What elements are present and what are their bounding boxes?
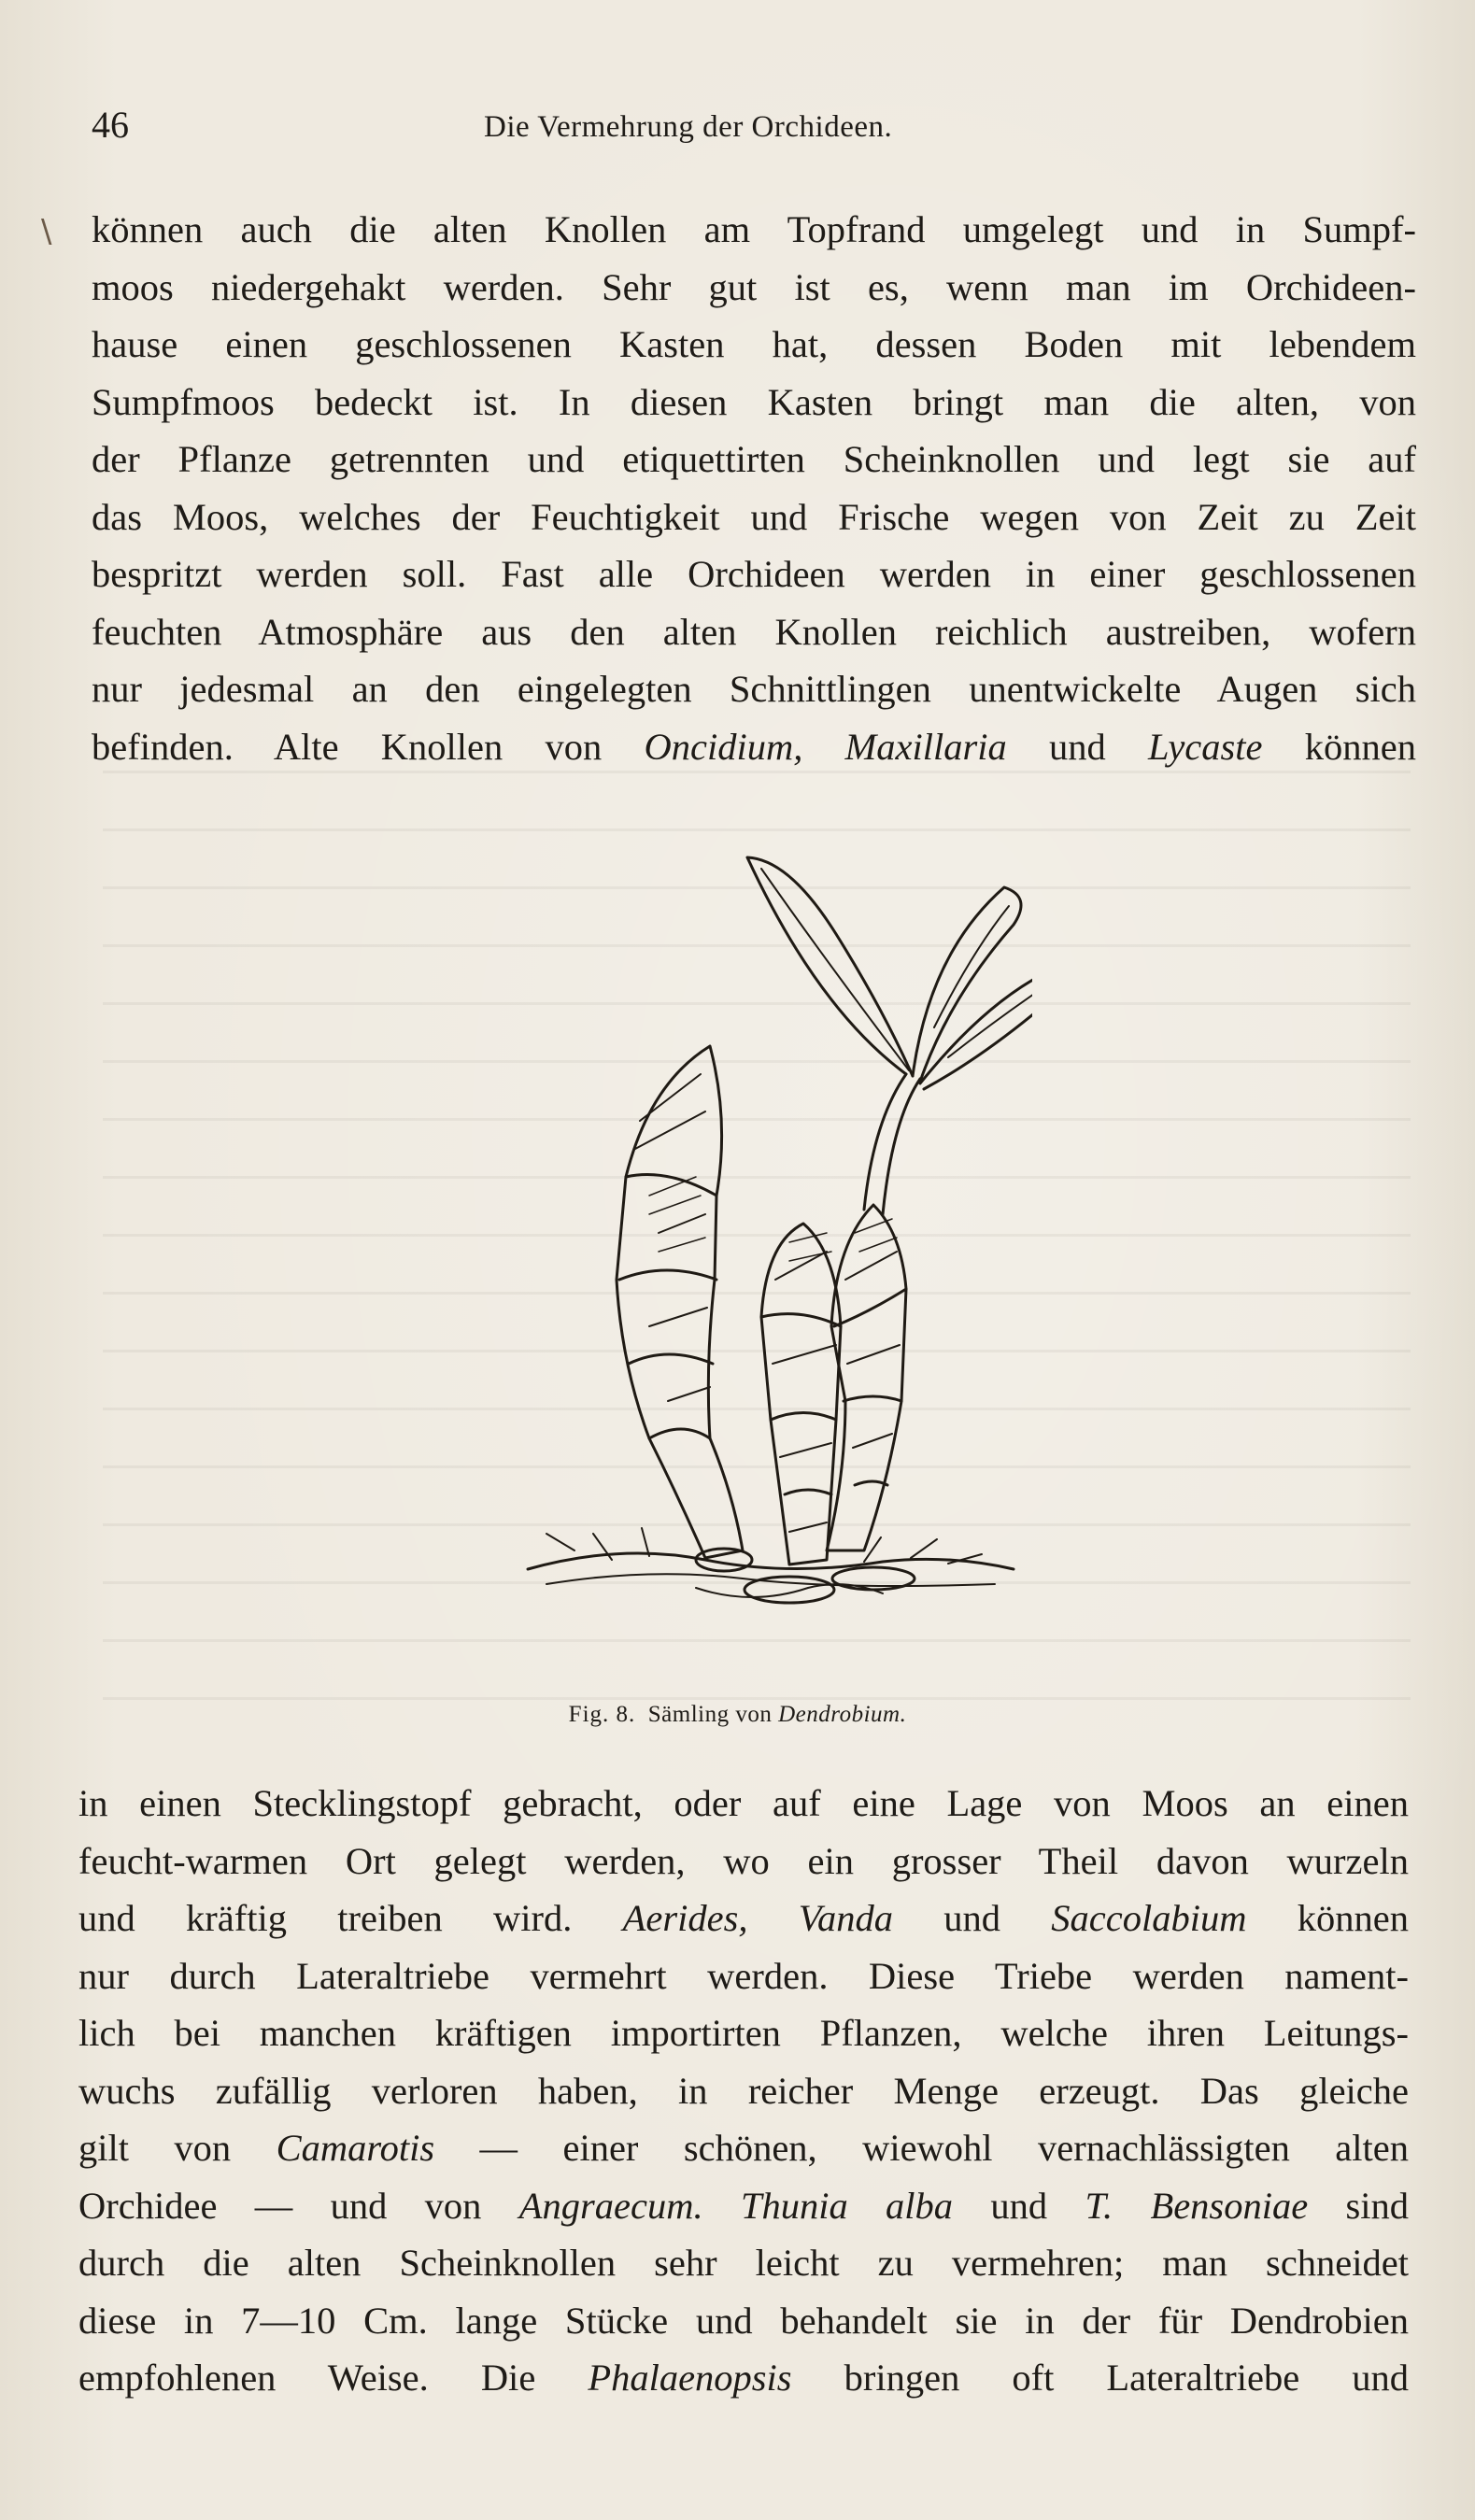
text-run: und kräftig treiben wird. (78, 1897, 623, 1939)
page-number: 46 (92, 104, 129, 146)
text-line: das Moos, welches der Feuchtigkeit und Frische wegen von Zeit zu Zeit (92, 495, 1416, 538)
paragraph-top (92, 201, 1416, 775)
text-line: bespritzt werden soll. Fast alle Orchideen werden in einer geschlossenen (92, 553, 1416, 595)
italic-genus: Lycaste (1148, 725, 1263, 768)
text-run: Orchidee — und von (78, 2184, 519, 2227)
text-line: Sumpfmoos bedeckt ist. In diesen Kasten bringt man die alten, von (92, 380, 1416, 423)
text-line: lich bei manchen kräftigen importirten Pflanzen, welche ihren Leitungs- (78, 2012, 1409, 2054)
figure-label: Fig. 8. (568, 1702, 636, 1727)
running-title: Die Vermehrung der Orchideen. (484, 110, 893, 144)
paragraph-bottom (78, 1775, 1409, 2407)
page-header (92, 103, 1418, 159)
margin-pencil-mark: \ (41, 213, 52, 250)
figure-dendrobium-seedling (509, 841, 1032, 1625)
caption-italic: Dendrobium. (778, 1702, 907, 1727)
italic-genus: Camarotis (276, 2127, 435, 2169)
text-run: bringen oft Lateraltriebe und (791, 2357, 1409, 2399)
text-run: gilt von (78, 2127, 277, 2169)
text-run: befinden. Alte Knollen von (92, 725, 645, 768)
text-run: können (1262, 725, 1416, 768)
figure-caption (0, 1702, 1475, 1728)
text-run: — einer schönen, wiewohl vernachlässigten alten (434, 2127, 1409, 2169)
dendrobium-seedling-illustration (509, 841, 1032, 1625)
text-run: und (1006, 725, 1149, 768)
text-line (78, 2119, 1409, 2177)
italic-genus: T. Bensoniae (1085, 2184, 1309, 2227)
italic-genus: Saccolabium (1051, 1897, 1247, 1939)
text-run: und (953, 2184, 1085, 2227)
italic-genus: Angraecum. (518, 2184, 703, 2227)
text-line (78, 2177, 1409, 2235)
italic-genus: Thunia alba (740, 2184, 954, 2227)
text-run: sind (1308, 2184, 1410, 2227)
text-run: können (1246, 1897, 1409, 1939)
text-line: hause einen geschlossenen Kasten hat, dessen Boden mit lebendem (92, 323, 1416, 365)
text-line (78, 2349, 1409, 2407)
text-line: nur jedesmal an den eingelegten Schnittlingen unentwickelte Augen sich (92, 668, 1416, 710)
text-run (703, 2185, 741, 2227)
text-line: diese in 7—10 Cm. lange Stücke und behandelt sie in der für Dendrobien (78, 2299, 1409, 2342)
text-line (78, 1890, 1409, 1947)
text-line: können auch die alten Knollen am Topfrand umgelegt und in Sumpf- (92, 208, 1416, 250)
text-run: und (892, 1897, 1052, 1939)
text-line: feuchten Atmosphäre aus den alten Knollen reichlich austreiben, wofern (92, 610, 1416, 653)
text-run: empfohlenen Weise. Die (78, 2357, 589, 2399)
text-line: feucht-warmen Ort gelegt werden, wo ein grosser Theil davon wurzeln (78, 1839, 1409, 1882)
text-line: moos niedergehakt werden. Sehr gut ist es, wenn man im Orchideen- (92, 265, 1416, 308)
text-line: nur durch Lateraltriebe vermehrt werden. Diese Triebe werden nament- (78, 1954, 1409, 1997)
italic-genus: Oncidium, Maxillaria (644, 725, 1007, 768)
text-line: in einen Stecklingstopf gebracht, oder auf eine Lage von Moos an einen (78, 1782, 1409, 1824)
text-line: wuchs zufällig verloren haben, in reicher Menge erzeugt. Das gleiche (78, 2069, 1409, 2112)
italic-genus: Aerides, Vanda (622, 1897, 893, 1939)
text-line: der Pflanze getrennten und etiquettirten Scheinknollen und legt sie auf (92, 438, 1416, 480)
caption-text: Sämling von (647, 1702, 779, 1727)
text-line: durch die alten Scheinknollen sehr leicht zu vermehren; man schneidet (78, 2242, 1409, 2284)
italic-genus: Phalaenopsis (588, 2357, 792, 2399)
text-line (92, 718, 1416, 776)
